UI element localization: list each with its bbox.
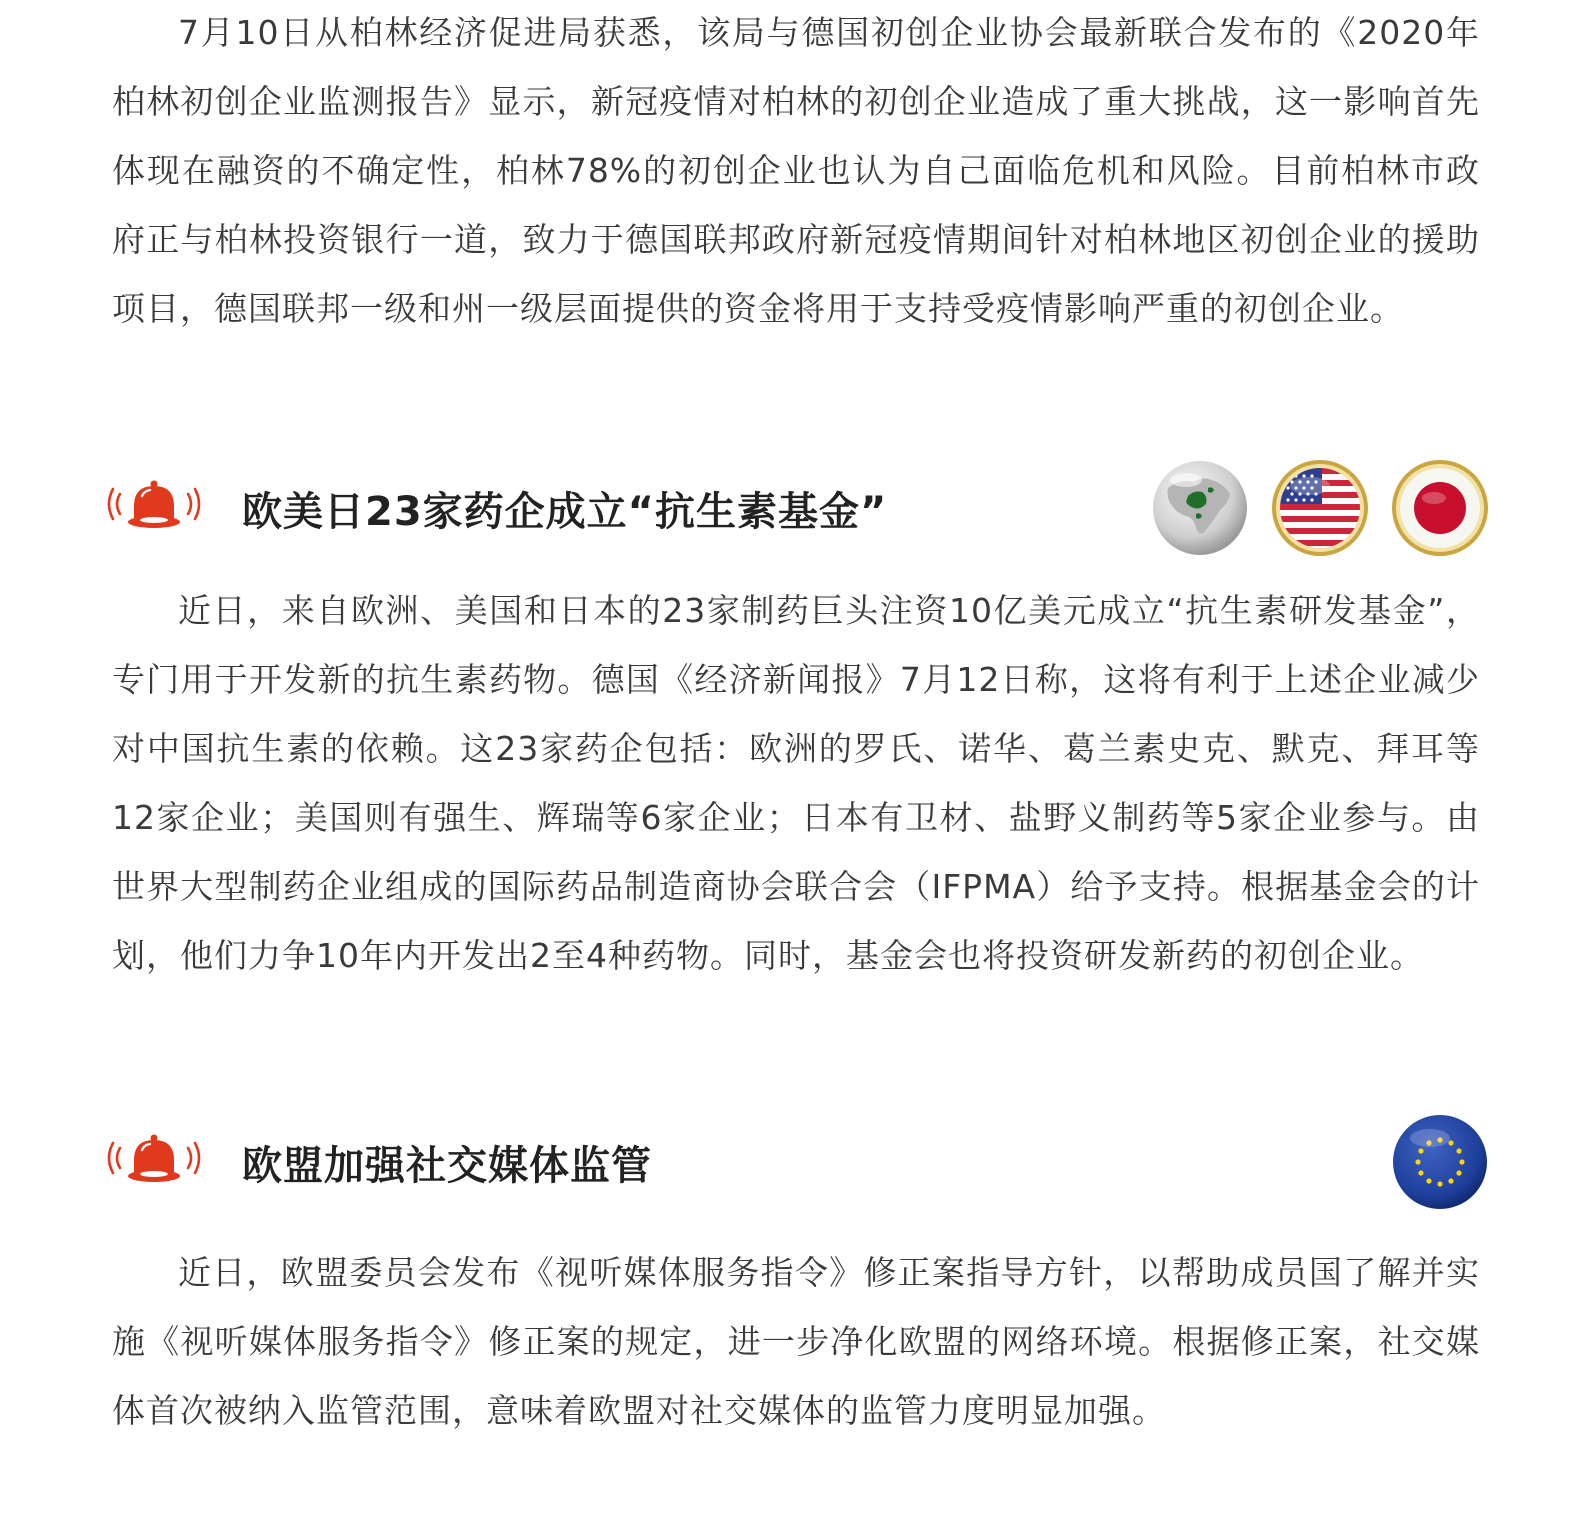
alarm-bell-icon — [106, 1130, 202, 1186]
us-flag-icon — [1270, 458, 1370, 558]
section-title: 欧美日23家药企成立“抗生素基金” — [242, 489, 888, 535]
europe-globe-icon — [1150, 458, 1250, 558]
eu-flag-icon — [1390, 1112, 1490, 1212]
japan-flag-icon — [1390, 458, 1490, 558]
alarm-bell-icon — [106, 476, 202, 532]
intro-paragraph: 7月10日从柏林经济促进局获悉，该局与德国初创企业协会最新联合发布的《2020年柏林初创企业监测报告》显示，新冠疫情对柏林的初创企业造成了重大挑战，这一影响首先体现在融资的不确定性，柏林78%的初创企业也认为自己面临危机和风险。目前柏林市政府正与柏林投资银行一道，致力于德国联邦政府新冠疫情期间针对柏林地区初创企业的援助项目，德国联邦一级和州一级层面提供的资金将用于支持受疫情影响严重的初创企业。 — [112, 13, 1480, 328]
section-header-eu-social-media — [100, 1112, 1490, 1212]
section-title: 欧盟加强社交媒体监管 — [242, 1143, 652, 1189]
antibiotic-fund-paragraph: 近日，来自欧洲、美国和日本的23家制药巨头注资10亿美元成立“抗生素研发基金”，专门用于开发新的抗生素药物。德国《经济新闻报》7月12日称，这将有利于上述企业减少对中国抗生素的依赖。这23家药企包括：欧洲的罗氏、诺华、葛兰素史克、默克、拜耳等12家企业；美国则有强生、辉瑞等6家企业；日本有卫材、盐野义制药等5家企业参与。由世界大型制药企业组成的国际药品制造商协会联合会（IFPMA）给予支持。根据基金会的计划，他们力争10年内开发出2至4种药物。同时，基金会也将投资研发新药的初创企业。 — [112, 591, 1480, 975]
section-header-antibiotic-fund — [100, 458, 1490, 558]
flag-icon-group — [1390, 1112, 1490, 1212]
flag-icon-group — [1150, 458, 1490, 558]
eu-social-media-paragraph: 近日，欧盟委员会发布《视听媒体服务指令》修正案指导方针，以帮助成员国了解并实施《视听媒体服务指令》修正案的规定，进一步净化欧盟的网络环境。根据修正案，社交媒体首次被纳入监管范围，意味着欧盟对社交媒体的监管力度明显加强。 — [112, 1253, 1480, 1430]
